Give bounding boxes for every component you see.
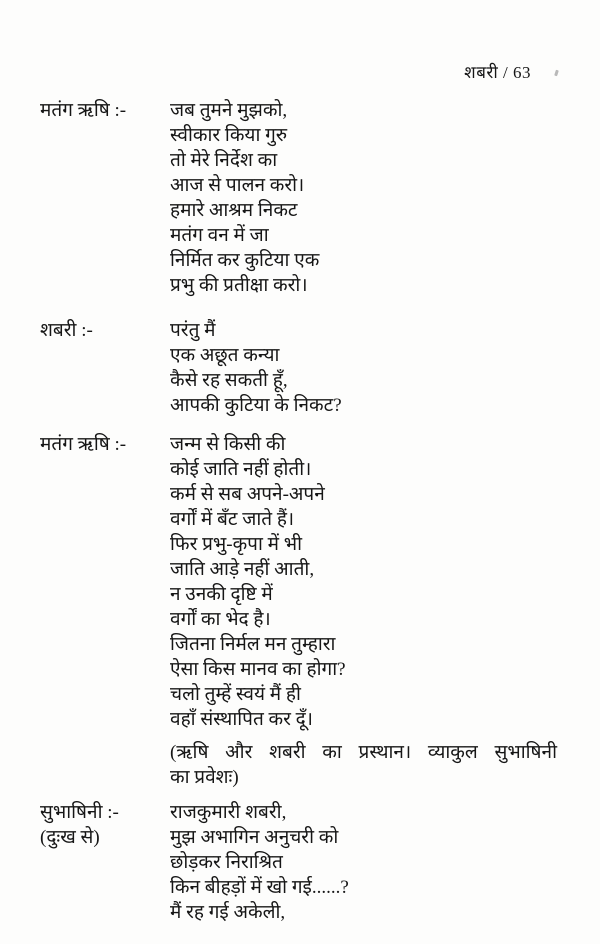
dialogue-line: आपकी कुटिया के निकट? xyxy=(170,395,342,416)
speaker-note: (दुःख से) xyxy=(40,827,100,848)
dialogue-line: जितना निर्मल मन तुम्हारा xyxy=(170,634,336,655)
dialogue-line: छोड़कर निराश्रित xyxy=(170,852,283,873)
dialogue-line: जाति आड़े नहीं आती, xyxy=(170,559,315,580)
speaker-name: मतंग ऋषि :- xyxy=(40,100,127,121)
dialogue-line: फिर प्रभु-कृपा में भी xyxy=(170,534,303,555)
dialogue-line: कैसे रह सकती हूँ, xyxy=(170,370,288,391)
dialogue-line: प्रभु की प्रतीक्षा करो। xyxy=(170,275,308,296)
page-header xyxy=(464,60,531,83)
dialogue-line: चलो तुम्हें स्वयं मैं ही xyxy=(170,684,301,705)
dialogue-line: जब तुमने मुझको, xyxy=(170,100,288,121)
dialogue-line: किन बीहड़ों में खो गई......? xyxy=(170,877,349,898)
dialogue-line: ऐसा किस मानव का होगा? xyxy=(170,659,346,680)
dialogue-lines xyxy=(170,318,557,418)
dialogue-line: वर्गों का भेद है। xyxy=(170,609,271,630)
dialogue-list xyxy=(40,98,557,925)
scan-artifact xyxy=(554,70,559,77)
dialogue-line: वर्गों में बँट जाते हैं। xyxy=(170,509,295,530)
page-number-label: शबरी / 63 xyxy=(464,63,531,82)
speaker-cell xyxy=(40,800,170,850)
dialogue-line: स्वीकार किया गुरु xyxy=(170,125,288,146)
dialogue-block xyxy=(40,318,557,418)
dialogue-line: मैं रह गई अकेली, xyxy=(170,902,286,923)
stage-line: (ऋषि और शबरी का प्रस्थान। व्याकुल सुभाषिनी xyxy=(170,742,557,763)
dialogue-line: मतंग वन में जा xyxy=(170,225,269,246)
dialogue-line: कोई जाति नहीं होती। xyxy=(170,459,312,480)
dialogue-line: निर्मित कर कुटिया एक xyxy=(170,250,320,271)
dialogue-line: एक अछूत कन्या xyxy=(170,345,280,366)
dialogue-block xyxy=(40,800,557,925)
dialogue-line: परंतु मैं xyxy=(170,320,216,341)
dialogue-line: न उनकी दृष्टि में xyxy=(170,584,273,605)
dialogue-block xyxy=(40,432,557,732)
dialogue-line: आज से पालन करो। xyxy=(170,175,305,196)
stage-direction-block xyxy=(40,740,557,790)
speaker-cell xyxy=(40,432,170,457)
dialogue-block xyxy=(40,98,557,298)
dialogue-line: कर्म से सब अपने-अपने xyxy=(170,484,325,505)
speaker-cell xyxy=(40,318,170,343)
stage-text xyxy=(170,740,557,790)
dialogue-line: वहाँ संस्थापित कर दूँ। xyxy=(170,709,313,730)
dialogue-line: तो मेरे निर्देश का xyxy=(170,150,278,171)
dialogue-line: राजकुमारी शबरी, xyxy=(170,802,287,823)
stage-line: का प्रवेशः) xyxy=(170,767,239,788)
dialogue-line: मुझ अभागिन अनुचरी को xyxy=(170,827,339,848)
dialogue-lines xyxy=(170,98,557,298)
speaker-cell xyxy=(40,98,170,123)
speaker-name: सुभाषिनी :- xyxy=(40,802,119,823)
dialogue-line: हमारे आश्रम निकट xyxy=(170,200,298,221)
speaker-name: शबरी :- xyxy=(40,320,93,341)
dialogue-lines xyxy=(170,432,557,732)
dialogue-lines xyxy=(170,800,557,925)
dialogue-line: जन्म से किसी की xyxy=(170,434,286,455)
speaker-name: मतंग ऋषि :- xyxy=(40,434,127,455)
